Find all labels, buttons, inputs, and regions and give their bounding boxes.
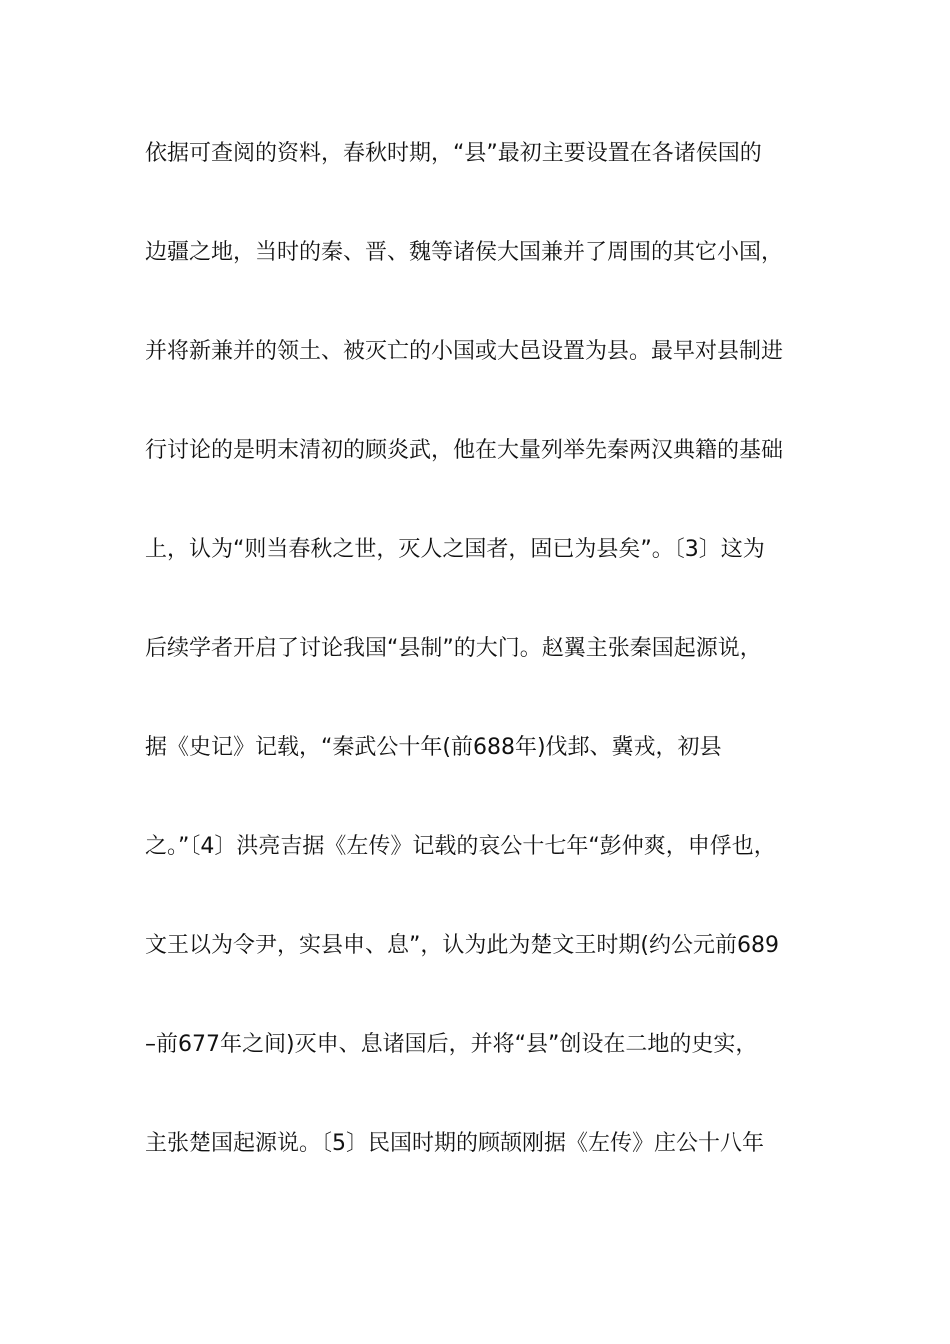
paragraph-line: 主张楚国起源说。〔5〕民国时期的顾颉刚据《左传》庄公十八年 (145, 1131, 764, 1156)
paragraph-line: 之。”〔4〕洪亮吉据《左传》记载的哀公十七年“彭仲爽，申俘也， (145, 834, 776, 859)
paragraph-line: –前677年之间)灭申、息诸国后，并将“县”创设在二地的史实， (145, 1032, 758, 1057)
paragraph-line: 依据可查阅的资料，春秋时期，“县”最初主要设置在各诸侯国的 (145, 141, 762, 166)
paragraph-line: 边疆之地，当时的秦、晋、魏等诸侯大国兼并了周围的其它小国， (145, 240, 784, 265)
paragraph-line: 后续学者开启了讨论我国“县制”的大门。赵翼主张秦国起源说， (145, 636, 762, 661)
paragraph-line: 行讨论的是明末清初的顾炎武，他在大量列举先秦两汉典籍的基础 (145, 438, 784, 463)
paragraph-line: 上，认为“则当春秋之世，灭人之国者，固已为县矣”。〔3〕这为 (145, 537, 765, 562)
paragraph-line: 文王以为令尹，实县申、息”，认为此为楚文王时期(约公元前689 (145, 933, 779, 958)
paragraph-line: 据《史记》记载，“秦武公十年(前688年)伐邽、冀戎，初县 (145, 735, 722, 760)
paragraph-line: 并将新兼并的领土、被灭亡的小国或大邑设置为县。最早对县制进 (145, 339, 784, 364)
